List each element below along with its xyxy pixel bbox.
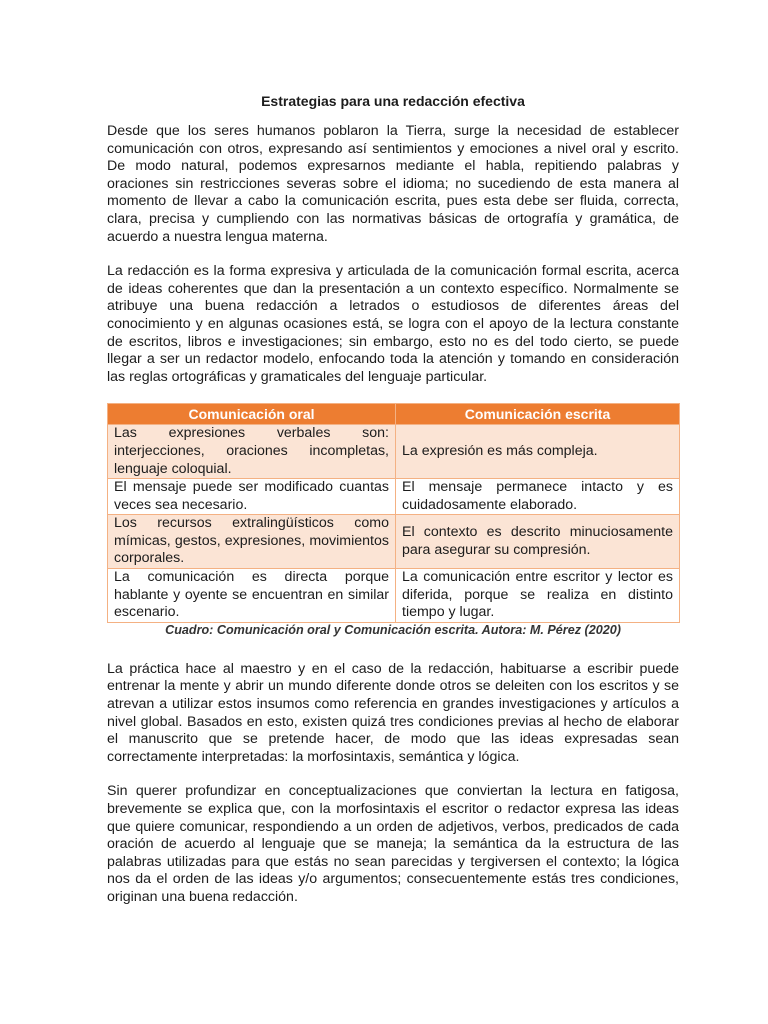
paragraph-1: Desde que los seres humanos poblaron la Tierra, surge la necesidad de establecer comunicación con otros, expresando así sentimientos y emociones a nivel oral y escrito. De modo natural, podemos expresarnos mediante el habla, repitiendo palabras y oraciones sin restricciones severas sobre el idioma; no sucediendo de esta manera al momento de llevar a cabo la comunicación escrita, pues esta debe ser fluida, correcta, clara, precisa y cumpliendo con las normativas básicas de ortografía y gramática, de acuerdo a nuestra lengua materna. — [107, 123, 679, 245]
table-cell-escrita: La comunicación entre escritor y lector es diferida, porque se realiza en distinto tiempo y lugar. — [396, 569, 680, 623]
header-oral: Comunicación oral — [108, 404, 396, 425]
paragraph-3: La práctica hace al maestro y en el caso de la redacción, habituarse a escribir puede entrenar la mente y abrir un mundo diferente donde otros se deleiten con los escritos y se atrevan a utilizar estos insumos como referencia en grandes investigaciones y artículos a nivel global. Basados en esto, existen quizá tres condiciones previas al hecho de elaborar el manuscrito que se pretende hacer, de modo que las ideas expresadas sean correctamente interpretadas: la morfosintaxis, semántica y lógica. — [107, 660, 679, 765]
table-row — [108, 515, 680, 569]
table-caption: Cuadro: Comunicación oral y Comunicación escrita. Autora: M. Pérez (2020) — [165, 622, 621, 637]
table-row — [108, 425, 680, 479]
table-cell-oral: Las expresiones verbales son: interjecciones, oraciones incompletas, lenguaje coloquial. — [108, 425, 396, 479]
table-cell-escrita: El contexto es descrito minuciosamente para asegurar su compresión. — [396, 515, 680, 569]
paragraph-4: Sin querer profundizar en conceptualizaciones que conviertan la lectura en fatigosa, brevemente se explica que, con la morfosintaxis el escritor o redactor expresa las ideas que quiere comunicar, respondiendo a un orden de adjetivos, verbos, predicados de cada oración de acuerdo al lenguaje que se maneja; la semántica da la estructura de las palabras utilizadas para que estás no sean parecidas y tergiversen el contexto; la lógica nos da el orden de las ideas y/o argumentos; consecuentemente estás tres condiciones, originan una buena redacción. — [107, 783, 679, 905]
comparison-table — [107, 403, 680, 623]
table-cell-escrita: El mensaje permanece intacto y es cuidadosamente elaborado. — [396, 479, 680, 515]
table-header-row — [108, 404, 680, 425]
paragraph-2: La redacción es la forma expresiva y articulada de la comunicación formal escrita, acerca de ideas coherentes que dan la presentación a un contexto específico. Normalmente se atribuye una buena redacción a letrados o estudiosos de diferentes áreas del conocimiento y en algunas ocasiones está, se logra con el apoyo de la lectura constante de escritos, libros e investigaciones; sin embargo, esto no es del todo cierto, se puede llegar a ser un redactor modelo, enfocando toda la atención y tomando en consideración las reglas ortográficas y gramaticales del lenguaje particular. — [107, 263, 679, 385]
table-row — [108, 569, 680, 623]
table-row — [108, 479, 680, 515]
table-cell-oral: El mensaje puede ser modificado cuantas veces sea necesario. — [108, 479, 396, 515]
table-cell-oral: La comunicación es directa porque hablante y oyente se encuentran en similar escenario. — [108, 569, 396, 623]
document-page — [107, 93, 679, 924]
table-cell-escrita: La expresión es más compleja. — [396, 425, 680, 479]
document-title: Estrategias para una redacción efectiva — [261, 93, 525, 109]
table-cell-oral: Los recursos extralingüísticos como mímicas, gestos, expresiones, movimientos corporales. — [108, 515, 396, 569]
header-escrita: Comunicación escrita — [396, 404, 680, 425]
